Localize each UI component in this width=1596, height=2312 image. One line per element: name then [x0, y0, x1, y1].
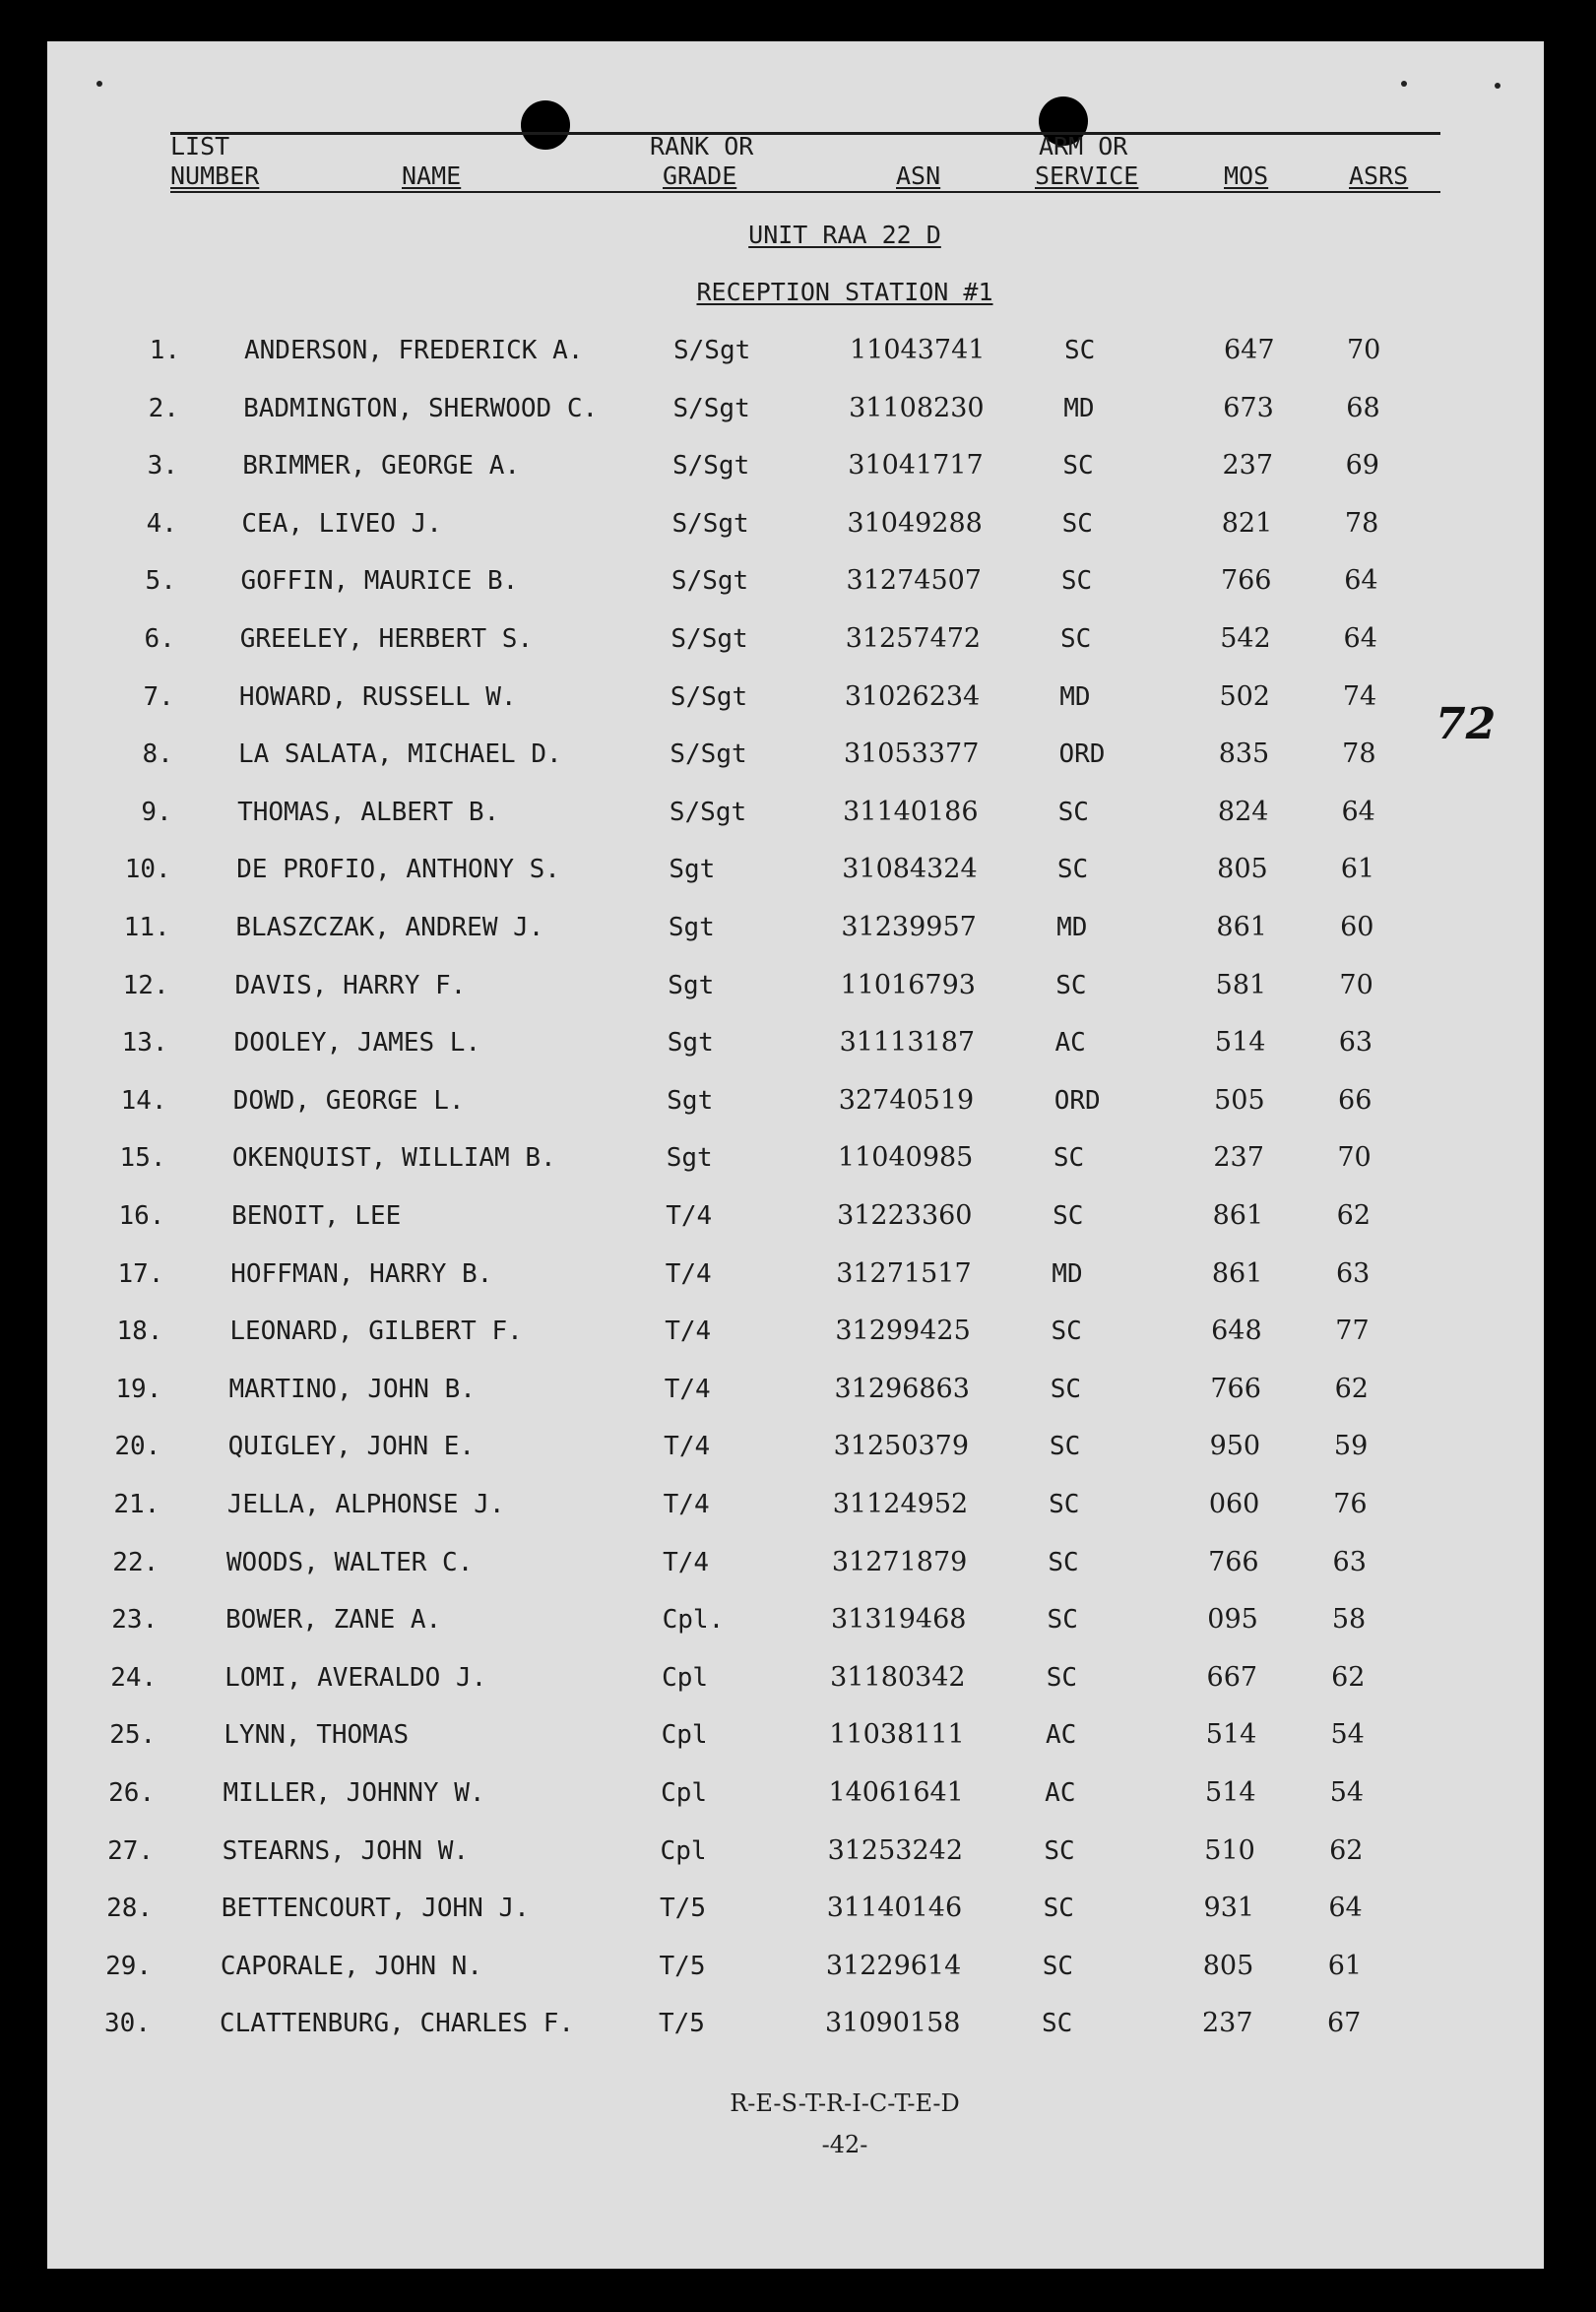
member-name: OKENQUIST, WILLIAM B.	[231, 1143, 556, 1174]
asrs-score: 78	[1342, 739, 1376, 770]
asrs-score: 70	[1339, 969, 1373, 1000]
mos-code: 237	[1213, 1142, 1264, 1174]
arm-service: SC	[1051, 1317, 1082, 1347]
asrs-score: 63	[1338, 1027, 1373, 1059]
asrs-score: 64	[1328, 1893, 1363, 1924]
mos-code: 766	[1220, 565, 1272, 597]
asn-number: 31108230	[849, 392, 985, 423]
asn-number: 31026234	[844, 680, 981, 712]
asn-number: 31090158	[825, 2008, 961, 2039]
mos-code: 514	[1205, 1719, 1257, 1751]
arm-service: AC	[1045, 1720, 1077, 1751]
table-row	[47, 2004, 1544, 2043]
list-number: 19.	[115, 1374, 162, 1404]
mos-code: 835	[1218, 739, 1270, 770]
table-row	[47, 1138, 1544, 1178]
list-number: 17.	[117, 1258, 164, 1289]
arm-service: SC	[1055, 970, 1087, 1000]
list-number: 4.	[146, 508, 177, 539]
asrs-score: 76	[1333, 1489, 1368, 1519]
member-name: LOMI, AVERALDO J.	[224, 1662, 487, 1693]
mos-code: 237	[1222, 450, 1274, 482]
member-name: THOMAS, ALBERT B.	[237, 797, 500, 827]
member-name: DAVIS, HARRY F.	[234, 970, 467, 1000]
table-row	[47, 331, 1544, 370]
list-number: 2.	[148, 393, 179, 423]
rank-grade: Cpl.	[662, 1605, 725, 1636]
header-name: NAME	[402, 161, 462, 190]
member-name: CLATTENBURG, CHARLES F.	[220, 2009, 575, 2039]
rank-grade: Sgt	[666, 1143, 713, 1174]
asrs-score: 58	[1331, 1604, 1367, 1636]
table-row	[47, 1081, 1544, 1121]
table-row	[47, 1254, 1544, 1294]
list-number: 13.	[121, 1028, 168, 1059]
restricted-marking: R-E-S-T-R-I-C-T-E-D	[730, 2089, 960, 2117]
mos-code: 950	[1209, 1431, 1261, 1462]
asn-number: 31296863	[834, 1373, 970, 1404]
rank-grade: Sgt	[668, 970, 715, 1000]
header-top-rule	[170, 132, 1440, 135]
rank-grade: S/Sgt	[669, 797, 747, 827]
member-name: BRIMMER, GEORGE A.	[242, 451, 521, 482]
table-row	[47, 1715, 1544, 1755]
member-name: HOFFMAN, HARRY B.	[230, 1258, 493, 1289]
member-name: CEA, LIVEO J.	[241, 508, 442, 539]
arm-service: SC	[1060, 624, 1092, 654]
member-name: DOWD, GEORGE L.	[232, 1085, 465, 1116]
rank-grade: S/Sgt	[670, 566, 749, 597]
rank-grade: T/4	[665, 1258, 712, 1289]
header-arm-top: ARM OR	[1039, 132, 1128, 161]
member-name: STEARNS, JOHN W.	[222, 1835, 470, 1866]
table-row	[47, 1427, 1544, 1466]
arm-service: SC	[1060, 566, 1093, 597]
member-name: GOFFIN, MAURICE B.	[240, 566, 519, 597]
asn-number: 31257472	[845, 623, 982, 654]
asn-number: 31253242	[827, 1834, 964, 1866]
member-name: QUIGLEY, JOHN E.	[227, 1432, 476, 1462]
list-number: 28.	[106, 1894, 154, 1924]
member-name: WOODS, WALTER C.	[225, 1547, 474, 1577]
table-row	[47, 966, 1544, 1005]
list-number: 14.	[120, 1085, 167, 1116]
table-row	[47, 908, 1544, 947]
arm-service: SC	[1062, 451, 1094, 482]
table-row	[47, 1831, 1544, 1871]
list-number: 5.	[145, 566, 176, 597]
header-list-bottom: NUMBER	[170, 161, 260, 190]
list-number: 3.	[147, 451, 178, 482]
asrs-score: 54	[1330, 1719, 1365, 1751]
mos-code: 805	[1217, 854, 1268, 885]
rank-grade: Cpl	[661, 1778, 708, 1808]
asrs-score: 64	[1341, 796, 1375, 827]
asn-number: 11016793	[840, 969, 976, 1000]
asn-number: 31053377	[843, 739, 980, 770]
mos-code: 931	[1203, 1893, 1255, 1924]
mos-code: 514	[1205, 1777, 1256, 1808]
member-name: LEONARD, GILBERT F.	[229, 1317, 523, 1347]
member-name: JELLA, ALPHONSE J.	[226, 1490, 505, 1519]
table-row	[47, 504, 1544, 544]
member-name: BADMINGTON, SHERWOOD C.	[243, 393, 599, 423]
table-row	[47, 793, 1544, 832]
list-number: 1.	[149, 336, 180, 365]
arm-service: SC	[1049, 1432, 1081, 1462]
table-row	[47, 1485, 1544, 1524]
list-number: 8.	[142, 739, 173, 770]
mos-code: 581	[1215, 969, 1267, 1000]
mos-code: 514	[1214, 1027, 1266, 1059]
asn-number: 14061641	[828, 1777, 964, 1808]
asn-number: 31271879	[831, 1546, 968, 1577]
rank-grade: T/4	[664, 1432, 711, 1462]
table-row	[47, 1947, 1544, 1986]
page-number: -42-	[821, 2131, 868, 2158]
table-row	[47, 1773, 1544, 1813]
list-number: 26.	[108, 1778, 156, 1808]
rank-grade: T/5	[660, 1894, 706, 1924]
asrs-score: 70	[1337, 1142, 1372, 1174]
asrs-score: 60	[1340, 912, 1374, 942]
table-row	[47, 1889, 1544, 1928]
rank-grade: S/Sgt	[670, 681, 748, 712]
member-name: DOOLEY, JAMES L.	[233, 1028, 481, 1059]
member-name: BLASZCZAK, ANDREW J.	[235, 913, 544, 942]
arm-service: SC	[1049, 1490, 1080, 1519]
asrs-score: 62	[1331, 1661, 1366, 1693]
asrs-score: 74	[1342, 680, 1377, 712]
side-page-number: 72	[1436, 699, 1497, 749]
list-number: 11.	[123, 913, 170, 942]
rank-grade: Sgt	[667, 1085, 714, 1116]
rank-grade: S/Sgt	[670, 624, 748, 654]
table-row	[47, 561, 1544, 601]
list-number: 20.	[114, 1432, 161, 1462]
mos-code: 861	[1212, 1200, 1264, 1231]
asn-number: 31229614	[825, 1950, 962, 1981]
speck	[1401, 81, 1407, 87]
member-name: LYNN, THOMAS	[223, 1720, 410, 1751]
list-number: 30.	[104, 2009, 151, 2039]
rank-grade: S/Sgt	[673, 336, 751, 365]
asn-number: 31319468	[831, 1604, 967, 1636]
arm-service: SC	[1042, 1951, 1074, 1981]
arm-service: MD	[1052, 1258, 1083, 1289]
header-asn: ASN	[896, 161, 941, 190]
member-name: MILLER, JOHNNY W.	[223, 1778, 485, 1808]
list-number: 7.	[143, 681, 174, 712]
list-number: 10.	[124, 855, 171, 885]
asn-number: 31223360	[837, 1200, 973, 1231]
rank-grade: T/4	[666, 1201, 713, 1231]
asrs-score: 62	[1334, 1373, 1369, 1404]
table-row	[47, 735, 1544, 774]
table-row	[47, 446, 1544, 485]
list-number: 27.	[107, 1835, 155, 1866]
list-number: 16.	[118, 1201, 165, 1231]
arm-service: SC	[1056, 855, 1089, 885]
speck	[1495, 83, 1500, 89]
member-name: ANDERSON, FREDERICK A.	[244, 336, 584, 365]
mos-code: 095	[1207, 1604, 1258, 1636]
header-rank-bottom: GRADE	[663, 161, 737, 190]
header-mos: MOS	[1224, 161, 1269, 190]
list-number: 9.	[141, 797, 172, 827]
asn-number: 31274507	[846, 565, 982, 597]
asrs-score: 77	[1335, 1316, 1370, 1347]
mos-code: 505	[1214, 1084, 1265, 1116]
member-name: HOWARD, RUSSELL W.	[238, 681, 517, 712]
asrs-score: 62	[1336, 1200, 1371, 1231]
arm-service: SC	[1053, 1143, 1085, 1174]
table-row	[47, 1600, 1544, 1639]
mos-code: 502	[1219, 680, 1270, 712]
asrs-score: 63	[1335, 1257, 1371, 1289]
list-number: 21.	[113, 1490, 160, 1519]
rank-grade: S/Sgt	[672, 393, 750, 423]
arm-service: ORD	[1053, 1085, 1101, 1116]
rank-grade: T/4	[663, 1490, 710, 1519]
asrs-score: 54	[1329, 1777, 1365, 1808]
asrs-score: 63	[1332, 1546, 1367, 1577]
mos-code: 060	[1208, 1489, 1260, 1519]
header-arm-bottom: SERVICE	[1035, 161, 1139, 190]
header-list-top: LIST	[170, 132, 230, 161]
asn-number: 31271517	[836, 1257, 972, 1289]
mos-code: 647	[1224, 335, 1275, 365]
asn-number: 31041717	[848, 450, 984, 482]
asn-number: 31239957	[841, 912, 977, 942]
mos-code: 237	[1202, 2008, 1253, 2039]
table-row	[47, 1543, 1544, 1582]
table-row	[47, 1196, 1544, 1236]
mos-code: 766	[1208, 1546, 1259, 1577]
table-row	[47, 1023, 1544, 1062]
arm-service: MD	[1063, 393, 1095, 423]
arm-service: SC	[1064, 336, 1096, 365]
member-name: BOWER, ZANE A.	[225, 1605, 442, 1636]
arm-service: SC	[1047, 1605, 1078, 1636]
asn-number: 31140186	[843, 796, 979, 827]
rank-grade: S/Sgt	[670, 739, 747, 770]
rank-grade: Cpl	[661, 1720, 708, 1751]
rank-grade: Sgt	[669, 855, 716, 885]
rank-grade: T/4	[665, 1317, 712, 1347]
asn-number: 11043741	[850, 335, 986, 365]
asrs-score: 61	[1340, 854, 1375, 885]
punch-hole-left	[521, 100, 570, 150]
rank-grade: T/4	[663, 1547, 710, 1577]
asrs-score: 61	[1327, 1950, 1363, 1981]
asrs-score: 70	[1347, 335, 1381, 365]
arm-service: SC	[1050, 1374, 1082, 1404]
asn-number: 32740519	[838, 1084, 975, 1116]
header-rank-top: RANK OR	[650, 132, 754, 161]
station-title: RECEPTION STATION #1	[696, 278, 993, 306]
arm-service: AC	[1045, 1778, 1076, 1808]
asrs-score: 59	[1333, 1431, 1369, 1462]
asrs-score: 66	[1338, 1084, 1373, 1116]
arm-service: SC	[1048, 1547, 1079, 1577]
list-number: 22.	[112, 1547, 160, 1577]
mos-code: 824	[1217, 796, 1269, 827]
arm-service: SC	[1057, 797, 1089, 827]
rank-grade: T/5	[659, 2009, 705, 2039]
rank-grade: Sgt	[668, 913, 715, 942]
asrs-score: 64	[1344, 565, 1378, 597]
asn-number: 31299425	[835, 1316, 971, 1347]
arm-service: ORD	[1058, 739, 1106, 770]
member-name: BENOIT, LEE	[231, 1201, 402, 1231]
mos-code: 821	[1221, 507, 1273, 539]
arm-service: SC	[1053, 1201, 1084, 1231]
arm-service: MD	[1059, 681, 1091, 712]
arm-service: MD	[1056, 913, 1088, 942]
rank-grade: S/Sgt	[671, 451, 750, 482]
asrs-score: 67	[1327, 2008, 1362, 2039]
arm-service: SC	[1044, 1835, 1075, 1866]
list-number: 6.	[144, 624, 175, 654]
document-page	[47, 41, 1544, 2269]
rank-grade: S/Sgt	[671, 508, 749, 539]
asn-number: 31113187	[839, 1027, 976, 1059]
header-bottom-rule	[170, 191, 1440, 193]
unit-title: UNIT RAA 22 D	[748, 221, 941, 249]
arm-service: SC	[1043, 1894, 1074, 1924]
member-name: MARTINO, JOHN B.	[228, 1374, 476, 1404]
member-name: DE PROFIO, ANTHONY S.	[236, 855, 560, 885]
header-asrs: ASRS	[1349, 161, 1409, 190]
asn-number: 31180342	[830, 1661, 966, 1693]
table-row	[47, 850, 1544, 889]
mos-code: 510	[1204, 1834, 1255, 1866]
member-name: LA SALATA, MICHAEL D.	[237, 739, 562, 770]
asn-number: 31084324	[842, 854, 978, 885]
member-name: BETTENCOURT, JOHN J.	[221, 1894, 530, 1924]
rank-grade: Sgt	[667, 1028, 714, 1059]
asrs-score: 69	[1345, 450, 1379, 482]
list-number: 12.	[122, 970, 169, 1000]
list-number: 15.	[119, 1143, 166, 1174]
member-name: GREELEY, HERBERT S.	[239, 624, 534, 654]
arm-service: SC	[1046, 1662, 1078, 1693]
rank-grade: Cpl	[662, 1662, 709, 1693]
speck	[96, 81, 102, 87]
mos-code: 648	[1211, 1316, 1262, 1347]
asn-number: 31140146	[826, 1893, 963, 1924]
list-number: 24.	[110, 1662, 158, 1693]
asn-number: 31124952	[832, 1489, 969, 1519]
list-number: 23.	[111, 1605, 159, 1636]
rank-grade: Cpl	[660, 1835, 707, 1866]
asrs-score: 64	[1343, 623, 1377, 654]
mos-code: 673	[1223, 392, 1274, 423]
mos-code: 542	[1220, 623, 1271, 654]
asn-number: 11038111	[829, 1719, 965, 1751]
list-number: 25.	[109, 1720, 157, 1751]
arm-service: SC	[1042, 2009, 1073, 2039]
asn-number: 11040985	[837, 1142, 974, 1174]
mos-code: 861	[1216, 912, 1267, 942]
mos-code: 766	[1210, 1373, 1261, 1404]
list-number: 29.	[105, 1951, 153, 1981]
mos-code: 861	[1211, 1257, 1263, 1289]
mos-code: 805	[1202, 1950, 1254, 1981]
rank-grade: T/4	[664, 1374, 711, 1404]
asrs-score: 62	[1329, 1834, 1364, 1866]
table-row	[47, 1658, 1544, 1698]
rank-grade: T/5	[659, 1951, 706, 1981]
list-number: 18.	[116, 1317, 163, 1347]
mos-code: 667	[1206, 1661, 1258, 1693]
table-row	[47, 1312, 1544, 1351]
table-row	[47, 619, 1544, 659]
arm-service: AC	[1054, 1028, 1086, 1059]
member-name: CAPORALE, JOHN N.	[220, 1951, 482, 1981]
table-row	[47, 677, 1544, 717]
arm-service: SC	[1061, 508, 1093, 539]
asn-number: 31250379	[833, 1431, 970, 1462]
table-row	[47, 389, 1544, 428]
asrs-score: 68	[1346, 392, 1380, 423]
asrs-score: 78	[1344, 507, 1379, 539]
asn-number: 31049288	[847, 507, 983, 539]
table-row	[47, 1370, 1544, 1409]
